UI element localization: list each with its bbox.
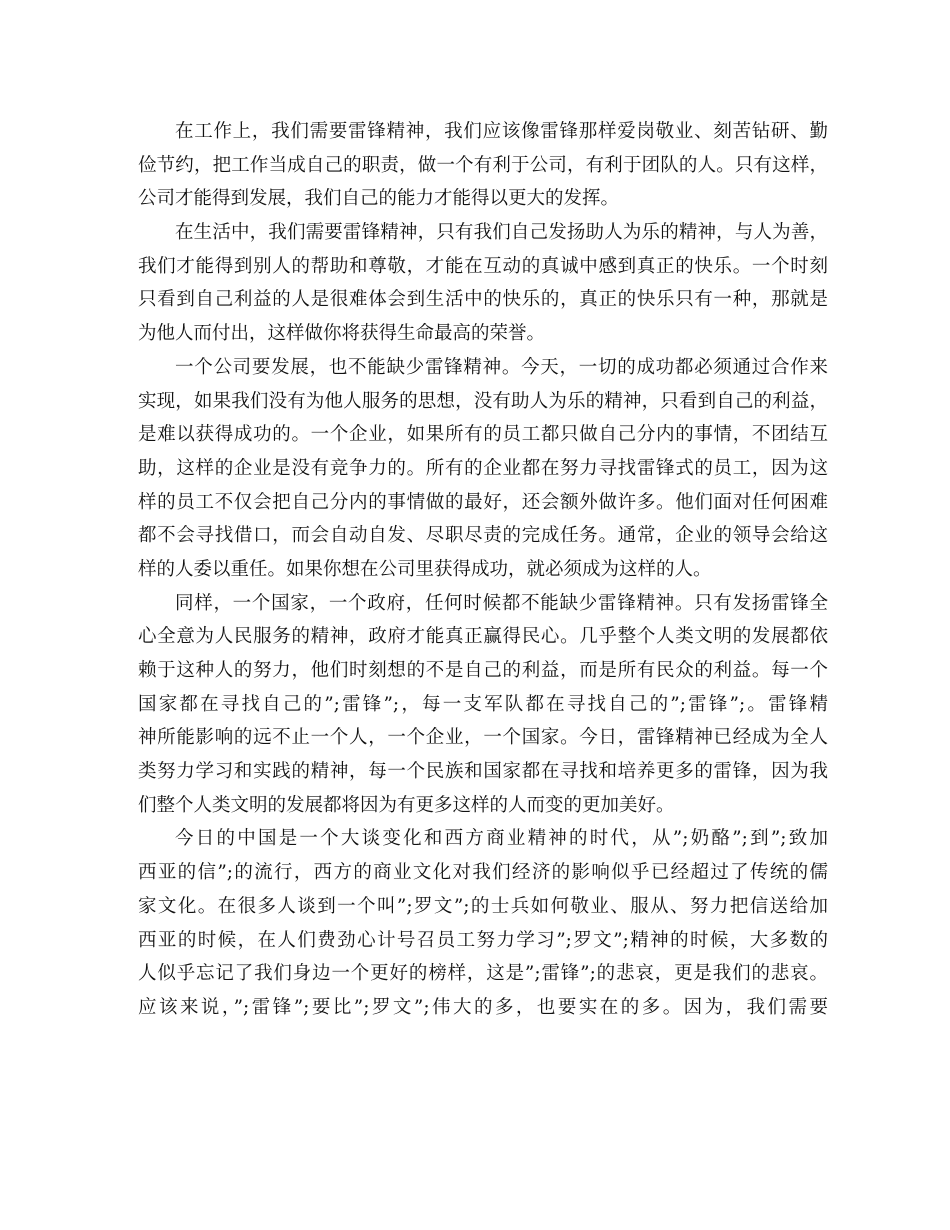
text-line: 西亚的信”;的流行，西方的商业文化对我们经济的影响似乎已经超过了传统的儒 [138, 862, 828, 884]
paragraph [138, 351, 828, 587]
text-line: 同样，一个国家，一个政府，任何时候都不能缺少雷锋精神。只有发扬雷锋全 [175, 592, 828, 614]
text-line: 在工作上，我们需要雷锋精神，我们应该像雷锋那样爱岗敬业、刻苦钻研、勤 [175, 121, 828, 142]
text-line: 西亚的时候，在人们费劲心计号召员工努力学习”;罗文”;精神的时候，大多数的 [138, 929, 828, 951]
text-line: 们整个人类文明的发展都将因为有更多这样的人而变的更加美好。 [138, 794, 675, 816]
text-line: 我们才能得到别人的帮助和尊敬，才能在互动的真诚中感到真正的快乐。一个时刻 [138, 255, 828, 277]
text-line: 国家都在寻找自己的”;雷锋”;，每一支军队都在寻找自己的”;雷锋”;。雷锋精 [138, 693, 828, 715]
document-body [138, 115, 828, 1025]
text-line: 人似乎忘记了我们身边一个更好的榜样，这是”;雷锋”;的悲哀，更是我们的悲哀。 [138, 963, 828, 985]
text-line: 都不会寻找借口，而会自动自发、尽职尽责的完成任务。通常，企业的领导会给这 [138, 525, 828, 547]
text-line: 家文化。在很多人谈到一个叫”;罗文”;的士兵如何敬业、服从、努力把信送给加 [138, 895, 828, 917]
text-line: 心全意为人民服务的精神，政府才能真正赢得民心。几乎整个人类文明的发展都依 [138, 626, 828, 648]
text-line: 公司才能得到发展，我们自己的能力才能得以更大的发挥。 [138, 188, 620, 210]
text-line: 样的人委以重任。如果你想在公司里获得成功，就必须成为这样的人。 [138, 558, 712, 580]
text-line: 类努力学习和实践的精神，每一个民族和国家都在寻找和培养更多的雷锋，因为我 [138, 761, 828, 783]
text-line: 神所能影响的远不止一个人，一个企业，一个国家。今日，雷锋精神已经成为全人 [138, 727, 828, 749]
text-line: 一个公司要发展，也不能缺少雷锋精神。今天，一切的成功都必须通过合作来 [175, 356, 828, 378]
paragraph [138, 216, 828, 351]
text-line: 应该来说，”;雷锋”;要比”;罗文”;伟大的多，也要实在的多。因为，我们需要 [138, 996, 828, 1018]
paragraph [138, 587, 828, 823]
text-line: 为他人而付出，这样做你将获得生命最高的荣誉。 [138, 323, 546, 345]
paragraph [138, 115, 828, 216]
text-line: 实现，如果我们没有为他人服务的思想，没有助人为乐的精神，只看到自己的利益， [138, 390, 828, 412]
text-line: 只看到自己利益的人是很难体会到生活中的快乐的，真正的快乐只有一种，那就是 [138, 289, 828, 311]
text-line: 助，这样的企业是没有竞争力的。所有的企业都在努力寻找雷锋式的员工，因为这 [138, 457, 828, 479]
text-line: 样的员工不仅会把自己分内的事情做的最好，还会额外做许多。他们面对任何困难 [138, 491, 828, 513]
paragraph [138, 822, 828, 1024]
text-line: 在生活中，我们需要雷锋精神，只有我们自己发扬助人为乐的精神，与人为善， [175, 222, 828, 244]
text-line: 赖于这种人的努力，他们时刻想的不是自己的利益，而是所有民众的利益。每一个 [138, 660, 828, 681]
text-line: 今日的中国是一个大谈变化和西方商业精神的时代，从”;奶酪”;到”;致加 [175, 828, 828, 850]
text-line: 是难以获得成功的。一个企业，如果所有的员工都只做自己分内的事情，不团结互 [138, 424, 828, 446]
text-line: 俭节约，把工作当成自己的职责，做一个有利于公司，有利于团队的人。只有这样， [138, 154, 828, 176]
